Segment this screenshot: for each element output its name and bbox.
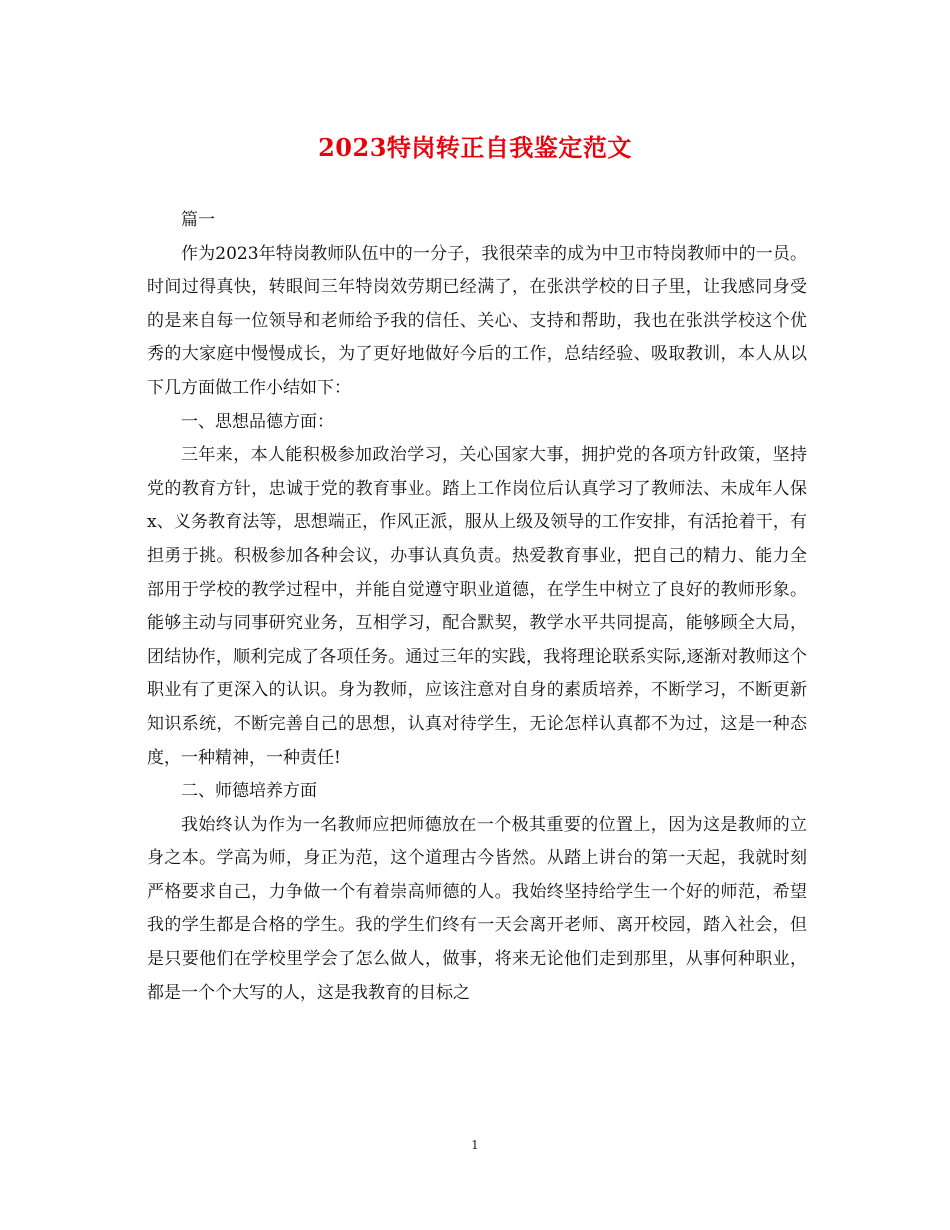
paragraph-ideology: 三年来，本人能积极参加政治学习，关心国家大事，拥护党的各项方针政策，坚持党的教育方针，忠诚于党的教育事业。踏上工作岗位后认真学习了教师法、未成年人保x、义务教育法等，思想端正，作风正派，服从上级及领导的工作安排，有活抢着干，有担勇于挑。积极参加各种会议，办事认真负责。热爱教育事业，把自己的精力、能力全部用于学校的教学过程中，并能自觉遵守职业道德，在学生中树立了良好的教师形象。能够主动与同事研究业务，互相学习，配合默契，教学水平共同提高，能够顾全大局，团结协作，顺利完成了各项任务。通过三年的实践，我将理论联系实际,逐渐对教师这个职业有了更深入的认识。身为教师，应该注意对自身的素质培养，不断学习，不断更新知识系统，不断完善自己的思想，认真对待学生，无论怎样认真都不为过，这是一种态度，一种精神，一种责任! xyxy=(147,445,807,768)
document-title: 2023特岗转正自我鉴定范文 xyxy=(318,133,632,162)
document-body xyxy=(147,204,807,1010)
section-heading-ideology: 一、思想品德方面： xyxy=(181,411,334,432)
paragraph-ethics: 我始终认为作为一名教师应把师德放在一个极其重要的位置上，因为这是教师的立身之本。学高为师，身正为范，这个道理古今皆然。从踏上讲台的第一天起，我就时刻严格要求自己，力争做一个有着崇高师德的人。我始终坚持给学生一个好的师范，希望我的学生都是合格的学生。我的学生们终有一天会离开老师、离开校园，踏入社会，但是只要他们在学校里学会了怎么做人，做事，将来无论他们走到那里，从事何种职业，都是一个个大写的人，这是我教育的目标之 xyxy=(147,814,807,1003)
section-heading-part-one: 篇一 xyxy=(181,210,215,230)
page-number: 1 xyxy=(471,1138,479,1152)
section-heading-ethics: 二、师德培养方面 xyxy=(181,781,317,802)
paragraph-introduction: 作为2023年特岗教师队伍中的一分子，我很荣幸的成为中卫市特岗教师中的一员。时间过得真快，转眼间三年特岗效劳期已经满了，在张洪学校的日子里，让我感同身受的是来自每一位领导和老师给予我的信任、关心、支持和帮助，我也在张洪学校这个优秀的大家庭中慢慢成长，为了更好地做好今后的工作，总结经验、吸取教训，本人从以下几方面做工作小结如下： xyxy=(147,243,807,398)
